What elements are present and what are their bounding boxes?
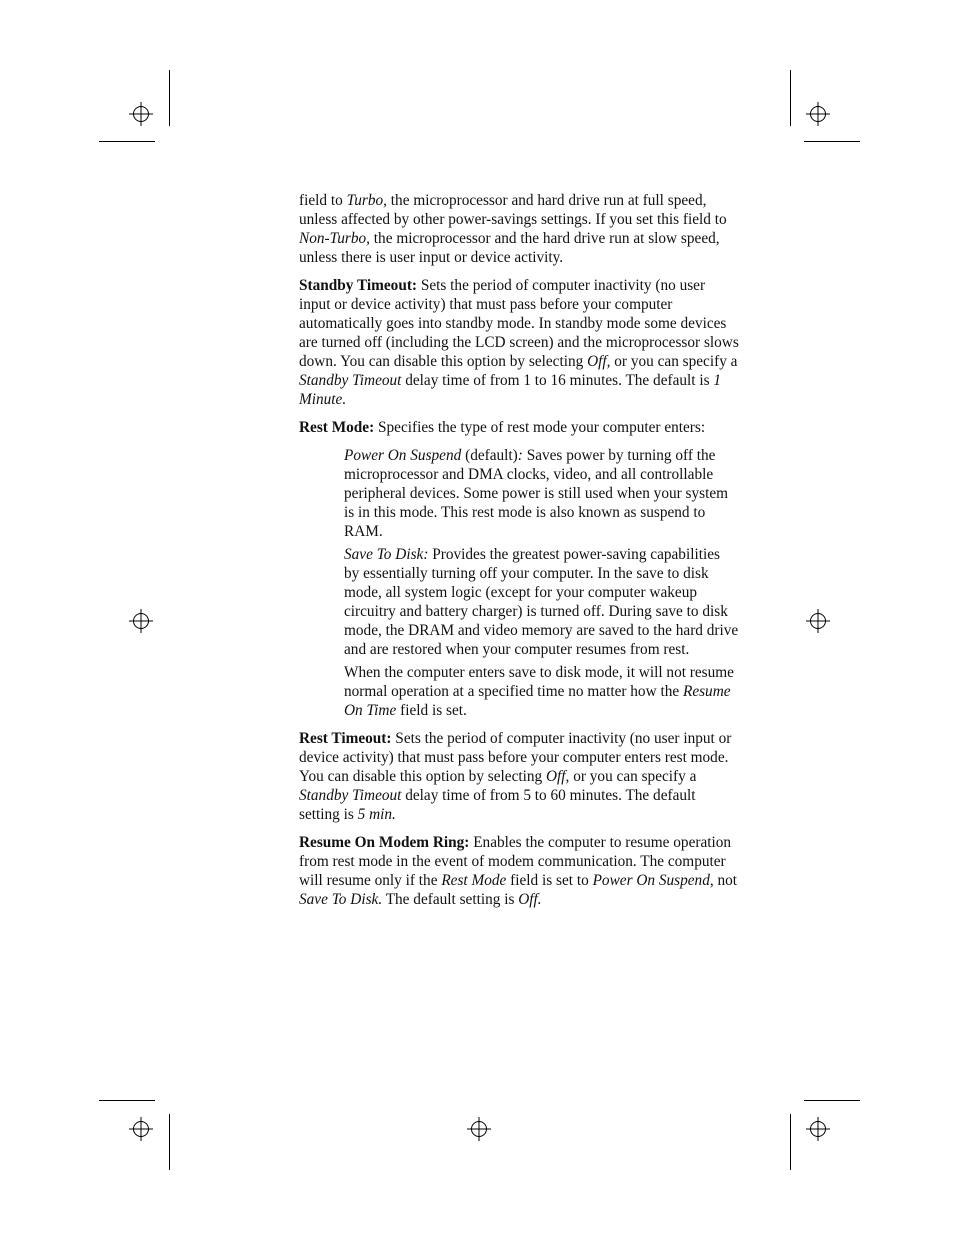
- registration-mark-icon: [806, 102, 830, 126]
- paragraph-resume-on-modem-ring: [299, 833, 739, 909]
- crop-mark-top-right-vertical: [790, 70, 791, 126]
- crop-mark-bottom-left-horizontal: [99, 1100, 155, 1101]
- body-text-run: delay time of from 5 to 60 minutes. The default setting is: [299, 787, 696, 823]
- body-text-run: not: [713, 872, 738, 889]
- italic-text: Save To Disk:: [344, 546, 429, 563]
- body-text-run: (default): [461, 447, 518, 464]
- italic-text: 5 min.: [357, 806, 396, 823]
- paragraph-standby-timeout: [299, 276, 739, 409]
- italic-text: Non-Turbo,: [299, 230, 370, 247]
- registration-mark-icon: [806, 1117, 830, 1141]
- body-text-run: Provides the greatest power-saving capabilities by essentially turning off your computer. In the save to disk mode, all system logic (except for your computer wakeup circuitry and battery charger) is turned off. During save to disk mode, the DRAM and video memory are saved to the hard drive and are restored when your computer resumes from rest.: [344, 546, 739, 658]
- italic-text: Turbo,: [346, 192, 387, 209]
- paragraph-power-on-suspend: [344, 446, 739, 541]
- italic-text: Off,: [546, 768, 570, 785]
- italic-text: Standby Timeout: [299, 372, 402, 389]
- registration-mark-icon: [467, 1117, 491, 1141]
- term-label: Rest Mode:: [299, 419, 375, 436]
- italic-text: Rest Mode: [441, 872, 507, 889]
- body-text-run: Sets the period of computer inactivity (no user input or device activity) that must pass before your computer automatically goes into standby mode. In standby mode some devices are turned off (including the LCD screen) and the microprocessor slows down. You can disable this option by selecting: [299, 277, 739, 370]
- body-text-run: Saves power by turning off the microprocessor and DMA clocks, video, and all controllable peripheral devices. Some power is still used when your system is in this mode. This rest mode is also known as suspend to RAM.: [344, 447, 729, 540]
- registration-mark-icon: [129, 1117, 153, 1141]
- term-label: Rest Timeout:: [299, 730, 392, 747]
- italic-text: Power On Suspend,: [592, 872, 714, 889]
- italic-text: Off,: [587, 353, 611, 370]
- body-text-run: The default setting is: [382, 891, 519, 908]
- registration-mark-icon: [129, 609, 153, 633]
- crop-mark-bottom-right-horizontal: [804, 1100, 860, 1101]
- body-text-run: the microprocessor and hard drive run at full speed, unless affected by other power-savings settings. If you set this field to: [299, 192, 727, 228]
- body-text-run: or you can specify a: [610, 353, 738, 370]
- body-text-run: delay time of from 1 to 16 minutes. The default is: [401, 372, 714, 389]
- term-label: Standby Timeout:: [299, 277, 418, 294]
- body-text-run: the microprocessor and the hard drive run at slow speed, unless there is user input or device activity.: [299, 230, 720, 266]
- crop-mark-top-left-vertical: [169, 70, 170, 126]
- italic-text: 1 Minute.: [299, 372, 722, 408]
- body-text-run: Sets the period of computer inactivity (no user input or device activity) that must pass before your computer enters rest mode. You can disable this option by selecting: [299, 730, 732, 785]
- body-text: [299, 191, 739, 918]
- paragraph-save-to-disk: [344, 545, 739, 659]
- italic-text: Resume On Time: [344, 683, 731, 719]
- body-text-run: field is set to: [506, 872, 593, 889]
- paragraph-save-to-disk-note: [344, 663, 739, 720]
- body-text-run: or you can specify a: [569, 768, 697, 785]
- italic-text: Power On Suspend: [344, 447, 462, 464]
- body-text-run: field to: [299, 192, 347, 209]
- italic-text: :: [517, 447, 523, 464]
- paragraph-intro: [299, 191, 739, 267]
- crop-mark-top-right-horizontal: [804, 141, 860, 142]
- crop-mark-bottom-left-vertical: [169, 1114, 170, 1170]
- registration-mark-icon: [129, 102, 153, 126]
- italic-text: Save To Disk.: [299, 891, 383, 908]
- body-text-run: Enables the computer to resume operation from rest mode in the event of modem communication. The computer will resume only if the: [299, 834, 732, 889]
- term-label: Resume On Modem Ring:: [299, 834, 470, 851]
- body-text-run: When the computer enters save to disk mode, it will not resume normal operation at a specified time no matter how the: [344, 664, 734, 700]
- body-text-run: Specifies the type of rest mode your computer enters:: [374, 419, 706, 436]
- crop-mark-bottom-right-vertical: [790, 1114, 791, 1170]
- paragraph-rest-timeout: [299, 729, 739, 824]
- italic-text: Standby Timeout: [299, 787, 402, 804]
- body-text-run: field is set.: [396, 702, 467, 719]
- italic-text: Off.: [518, 891, 542, 908]
- crop-mark-top-left-horizontal: [99, 141, 155, 142]
- paragraph-rest-mode: [299, 418, 739, 437]
- registration-mark-icon: [806, 609, 830, 633]
